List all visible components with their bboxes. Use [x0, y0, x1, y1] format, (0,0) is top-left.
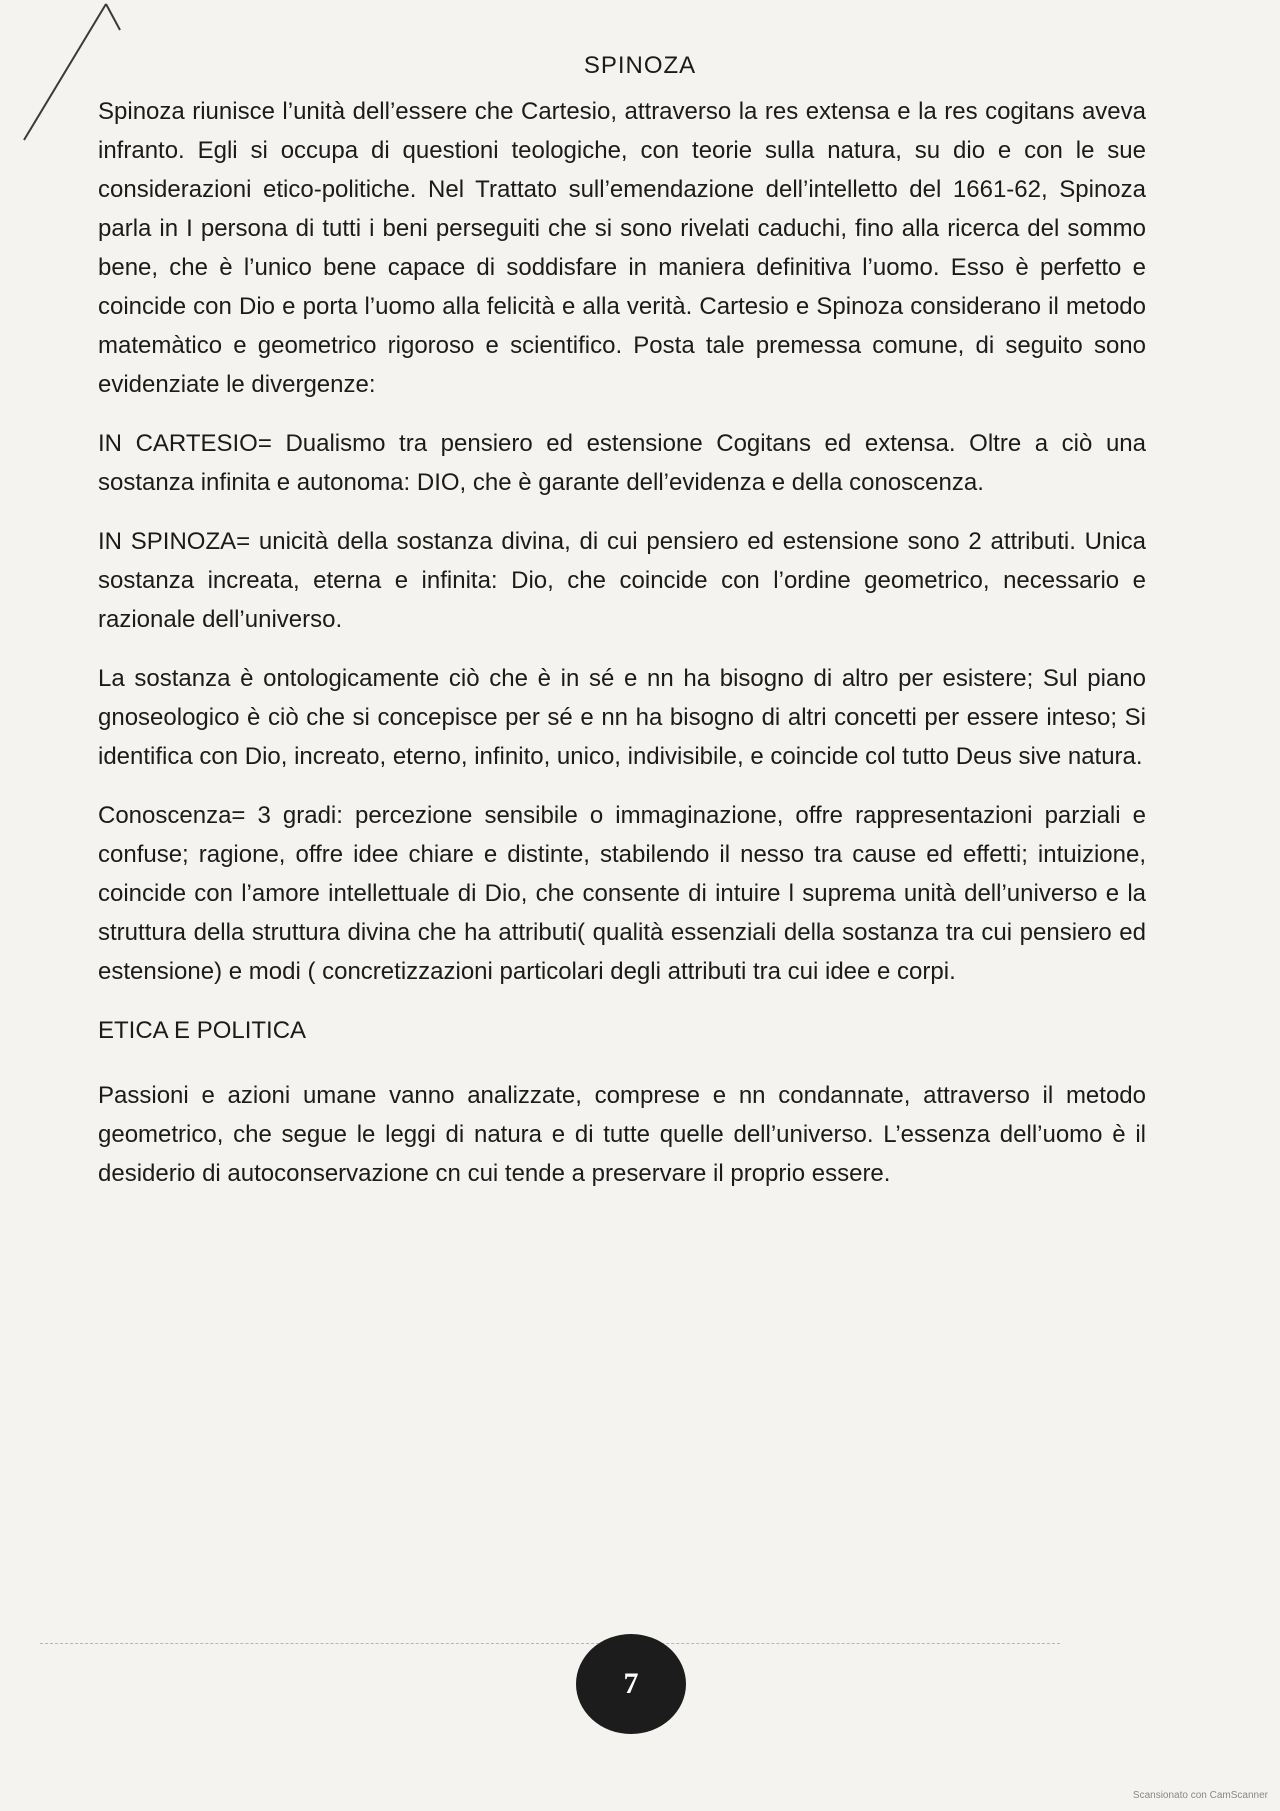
document-body — [98, 92, 1146, 1213]
paragraph-spinoza: IN SPINOZA= unicità della sostanza divina, di cui pensiero ed estensione sono 2 attributi. Unica sostanza increata, eterna e infinita: Dio, che coincide con l’ordine geometrico, necessario e razionale dell’universo. — [98, 528, 1146, 633]
section-heading: ETICA E POLITICA — [98, 1017, 307, 1044]
paragraph-etica: Passioni e azioni umane vanno analizzate, comprese e nn condannate, attraverso il metodo geometrico, che segue le leggi di natura e di tutte quelle dell’universo. L’essenza dell’uomo è il desiderio di autoconservazione cn cui tende a preservare il proprio essere. — [98, 1082, 1146, 1187]
paragraph-conoscenza: Conoscenza= 3 gradi: percezione sensibile o immaginazione, offre rappresentazioni parziali e confuse; ragione, offre idee chiare e distinte, stabilendo il nesso tra cause ed effetti; intuizione, coincide con l’amore intellettuale di Dio, che consente di intuire l suprema unità dell’universo e la struttura della struttura divina che ha attributi( qualità essenziali della sostanza tra cui pensiero ed estensione) e modi ( concretizzazioni particolari degli attributi tra cui idee e corpi. — [98, 802, 1146, 985]
paragraph-sostanza: La sostanza è ontologicamente ciò che è in sé e nn ha bisogno di altro per esistere; Sul piano gnoseologico è ciò che si concepisce per sé e nn ha bisogno di altri concetti per essere inteso; Si identifica con Dio, increato, eterno, infinito, unico, indivisibile, e coincide col tutto Deus sive natura. — [98, 665, 1146, 770]
page-title: SPINOZA — [583, 52, 697, 79]
page-divider — [40, 1643, 1060, 1644]
page-number-badge — [576, 1634, 686, 1734]
scanner-watermark: Scansionato con CamScanner — [1132, 1790, 1268, 1801]
paragraph-cartesio: IN CARTESIO= Dualismo tra pensiero ed estensione Cogitans ed extensa. Oltre a ciò una sostanza infinita e autonoma: DIO, che è garante dell’evidenza e della conoscenza. — [98, 430, 1146, 496]
paragraph-intro: Spinoza riunisce l’unità dell’essere che Cartesio, attraverso la res extensa e la res cogitans aveva infranto. Egli si occupa di questioni teologiche, con teorie sulla natura, su dio e con le sue considerazioni etico-politiche. Nel Trattato sull’emendazione dell’intelletto del 1661-62, Spinoza parla in I persona di tutti i beni perseguiti che si sono rivelati caduchi, fino alla ricerca del sommo bene, che è l’unico bene capace di soddisfare in maniera definitiva l’uomo. Esso è perfetto e coincide con Dio e porta l’uomo alla felicità e alla verità. Cartesio e Spinoza considerano il metodo matemàtico e geometrico rigoroso e scientifico. Posta tale premessa comune, di seguito sono evidenziate le divergenze: — [98, 98, 1146, 398]
page-number: 7 — [623, 1667, 639, 1700]
